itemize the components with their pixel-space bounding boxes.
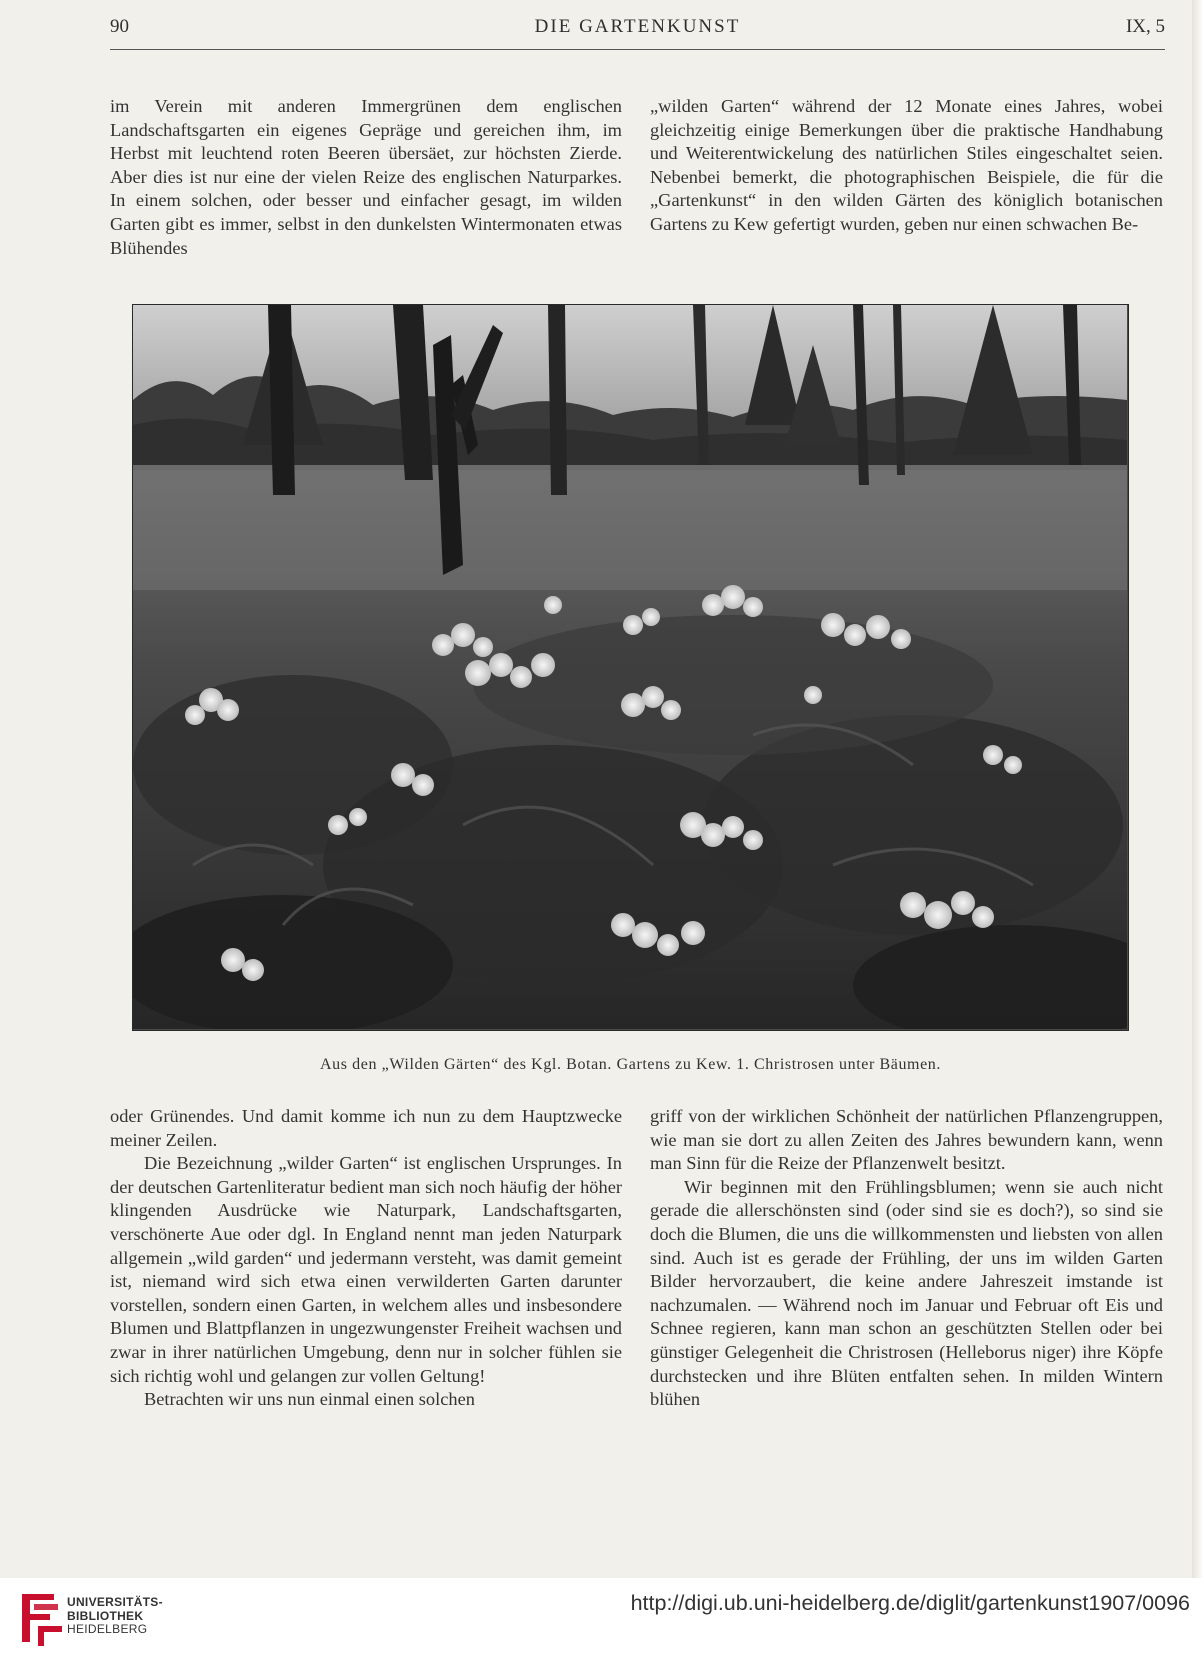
journal-title: DIE GARTENKUNST xyxy=(534,16,741,37)
volume-issue: IX, 5 xyxy=(1125,16,1165,37)
photograph-christmas-roses xyxy=(132,304,1129,1031)
text-column-top-left xyxy=(110,95,622,260)
garden-photo-illustration xyxy=(133,305,1127,1029)
text-column-top-right xyxy=(650,95,1163,237)
text-column-bottom-right xyxy=(650,1105,1163,1412)
page-number: 90 xyxy=(110,16,129,37)
library-emblem-icon xyxy=(10,1590,70,1650)
paragraph: griff von der wirklichen Schönheit der natürlichen Pflanzengruppen, wie man sie dort zu allen Zeiten des Jahres bewundern kann, wenn man Sinn für die Reize der Pflanzenwelt besitzt. xyxy=(650,1106,1163,1174)
figure-caption: Aus den „Wilden Gärten“ des Kgl. Botan. Gartens zu Kew. 1. Christrosen unter Bäumen. xyxy=(319,1056,942,1073)
paragraph: Die Bezeichnung „wilder Garten“ ist englischen Ursprunges. In der deutschen Gartenliteratur bedient man sich noch häufig der höher klingenden Ausdrücke wie Naturpark, Landschaftsgarten, verschönerte Aue oder dgl. In England nennt man jeden Naturpark allgemein „wild garden“ und jedermann versteht, was damit gemeint ist, niemand wird sich etwa einen verwilderten Garten darunter vorstellen, sondern einen Garten, in welchem alles und insbesondere Blumen und Blattpflanzen in ungezwungenster Freiheit wachsen und zwar in ihrer natürlichen Umgebung, denn nur in solcher fühlen sie sich richtig wohl und gelangen zur vollen Geltung! xyxy=(110,1153,622,1386)
page-edge xyxy=(1192,0,1204,1578)
running-head xyxy=(110,16,1165,40)
source-url[interactable]: http://digi.ub.uni-heidelberg.de/diglit/gartenkunst1907/0096 xyxy=(630,1591,1190,1615)
paragraph: Wir beginnen mit den Frühlingsblumen; wenn sie auch nicht gerade die allerschönsten sind (oder sind sie es doch?), so sind sie doch die Blumen, die uns die willkommensten und liebsten von allen sind. Auch ist es gerade der Frühling, der uns im wilden Garten Bilder hervorzaubert, die keine andere Jahreszeit imstande ist nachzumalen. — Während noch im Januar und Februar oft Eis und Schnee regieren, kann man schon an geschützten Stellen oder bei günstiger Gelegenheit die Christrosen (Helleborus niger) ihre Köpfe durchstecken und ihre Blüten entfalten sehen. In milden Wintern blühen xyxy=(650,1176,1163,1410)
university-library-logo xyxy=(10,1590,70,1650)
paragraph: Betrachten wir uns nun einmal einen solchen xyxy=(144,1389,475,1410)
paragraph: „wilden Garten“ während der 12 Monate eines Jahres, wobei gleichzeitig einige Bemerkungen über die praktische Handhabung und Weiterentwickelung des natürlichen Stiles eingeschaltet seien. Nebenbei bemerkt, die photographischen Beispiele, die für die „Gartenkunst“ in den wilden Gärten des königlich botanischen Gartens zu Kew gefertigt wurden, geben nur einen schwachen Be- xyxy=(650,96,1163,234)
header-rule xyxy=(110,49,1165,50)
library-name xyxy=(67,1596,217,1637)
library-name-line: HEIDELBERG xyxy=(67,1622,148,1636)
text-column-bottom-left xyxy=(110,1105,622,1412)
library-name-line: UNIVERSITÄTS- xyxy=(67,1595,163,1609)
paragraph: im Verein mit anderen Immergrünen dem englischen Landschaftsgarten ein eigenes Gepräge und gereichen ihm, im Herbst mit leuchtend roten Beeren übersäet, zur höchsten Zierde. Aber dies ist nur eine der vielen Reize des englischen Naturparkes. In einem solchen, oder besser und einfacher gesagt, im wilden Garten gibt es immer, selbst in den dunkelsten Wintermonaten etwas Blühendes xyxy=(110,96,622,258)
library-name-line: BIBLIOTHEK xyxy=(67,1608,144,1623)
paragraph: oder Grünendes. Und damit komme ich nun zu dem Hauptzwecke meiner Zeilen. xyxy=(110,1106,622,1150)
